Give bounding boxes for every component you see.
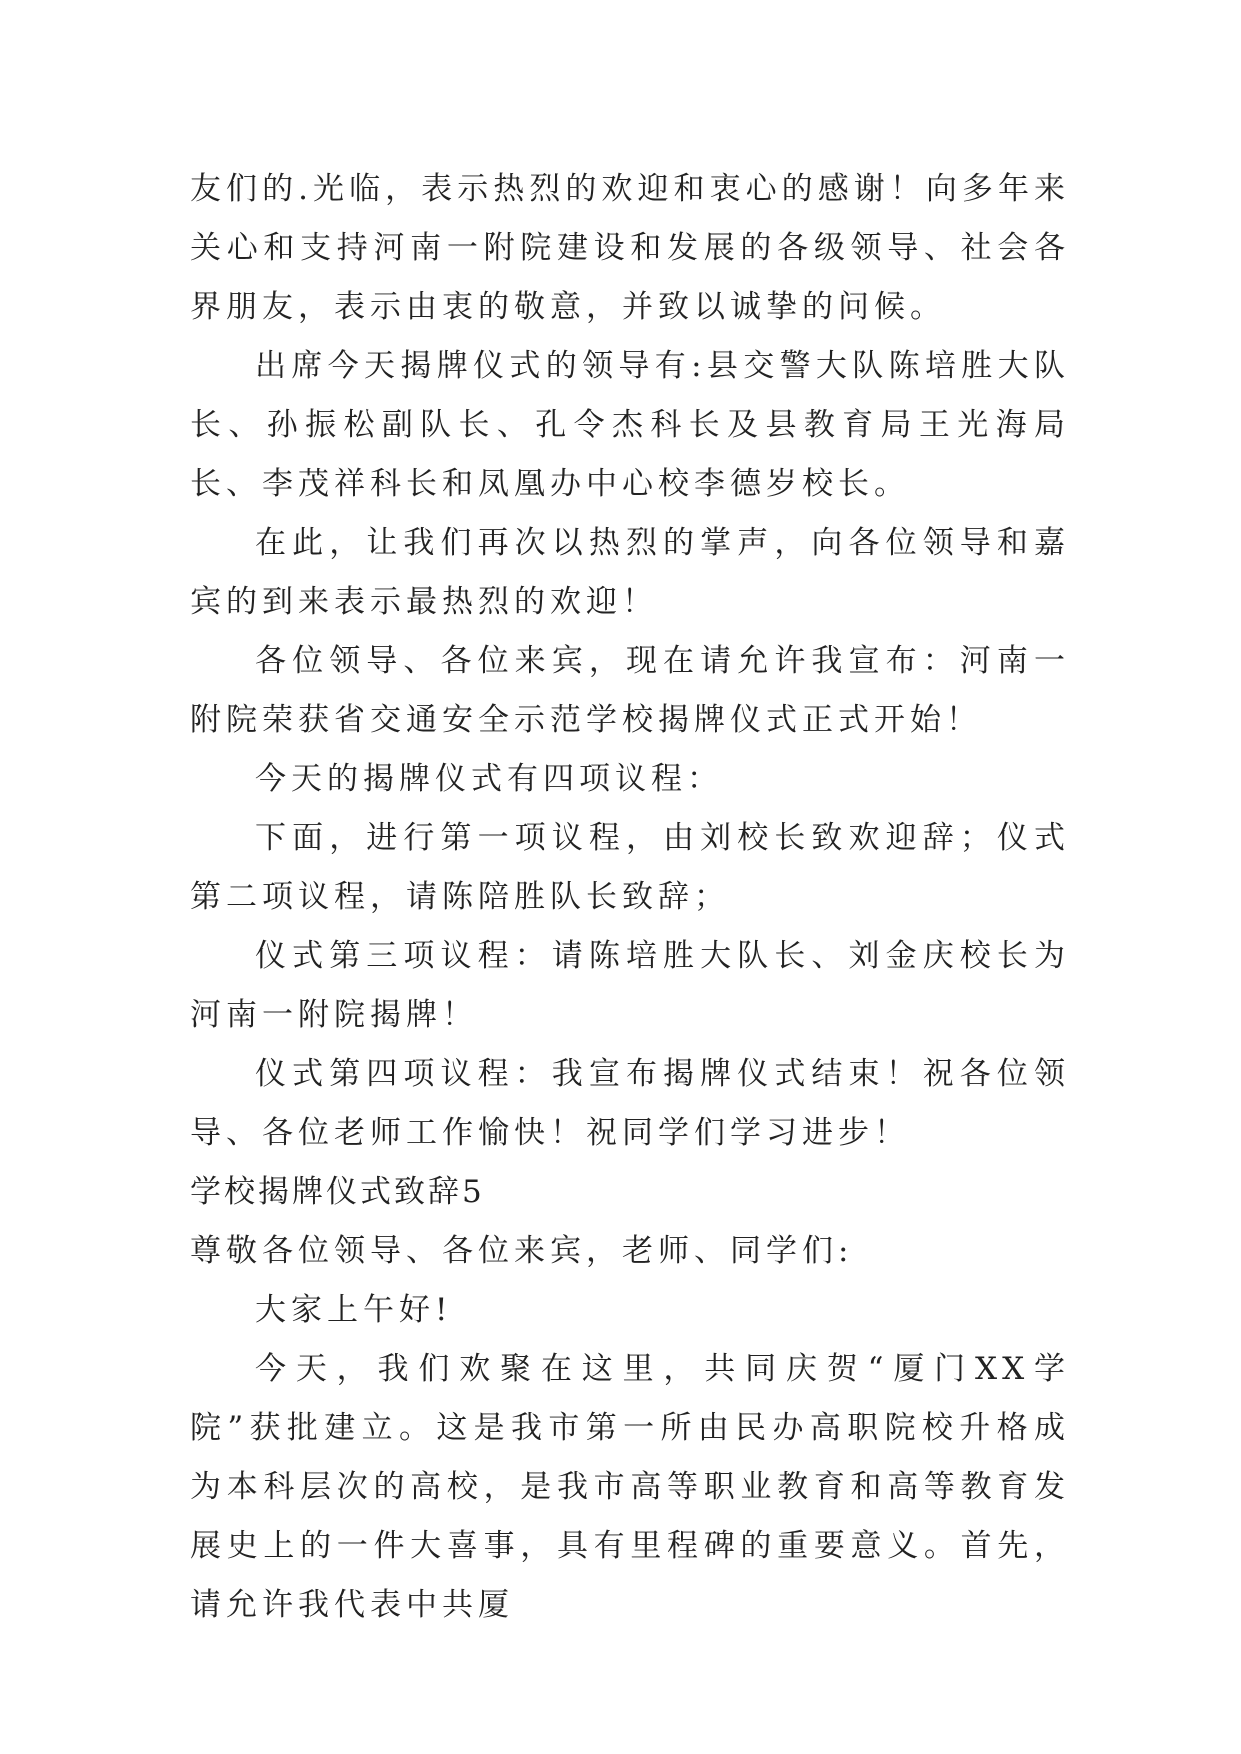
paragraph-ceremony-start: 各位领导、各位来宾，现在请允许我宣布：河南一附院荣获省交通安全示范学校揭牌仪式正式开始！: [190, 643, 1070, 738]
paragraph-applause: 在此，让我们再次以热烈的掌声，向各位领导和嘉宾的到来表示最热烈的欢迎！: [190, 525, 1070, 620]
paragraph-agenda-item-4: 仪式第四项议程：我宣布揭牌仪式结束！祝各位领导、各位老师工作愉快！祝同学们学习进步！: [190, 1056, 1070, 1151]
paragraph-agenda-intro: 今天的揭牌仪式有四项议程：: [255, 761, 723, 797]
paragraph-attending-leaders: 出席今天揭牌仪式的领导有:县交警大队陈培胜大队长、孙振松副队长、孔令杰科长及县教育局王光海局长、李茂祥科长和凤凰办中心校李德岁校长。: [190, 348, 1070, 502]
paragraph-welcome-continuation: 友们的.光临，表示热烈的欢迎和衷心的感谢！向多年来关心和支持河南一附院建设和发展的各级领导、社会各界朋友，表示由衷的敬意，并致以诚挚的问候。: [190, 171, 1070, 325]
paragraph-agenda-items-1-2: 下面，进行第一项议程，由刘校长致欢迎辞；仪式第二项议程，请陈陪胜队长致辞；: [190, 820, 1070, 915]
paragraph-salutation: 尊敬各位领导、各位来宾，老师、同学们:: [190, 1233, 854, 1269]
paragraph-greeting: 大家上午好!: [255, 1292, 453, 1328]
paragraph-agenda-item-3: 仪式第三项议程：请陈培胜大队长、刘金庆校长为河南一附院揭牌！: [190, 938, 1070, 1033]
paragraph-celebration: 今天，我们欢聚在这里，共同庆贺“厦门XX学院”获批建立。这是我市第一所由民办高职院校升格成为本科层次的高校，是我市高等职业教育和高等教育发展史上的一件大喜事，具有里程碑的重要意义。首先，请允许我代表中共厦: [190, 1351, 1070, 1623]
document-body: [190, 160, 1070, 1635]
section-heading: 学校揭牌仪式致辞5: [190, 1174, 485, 1210]
